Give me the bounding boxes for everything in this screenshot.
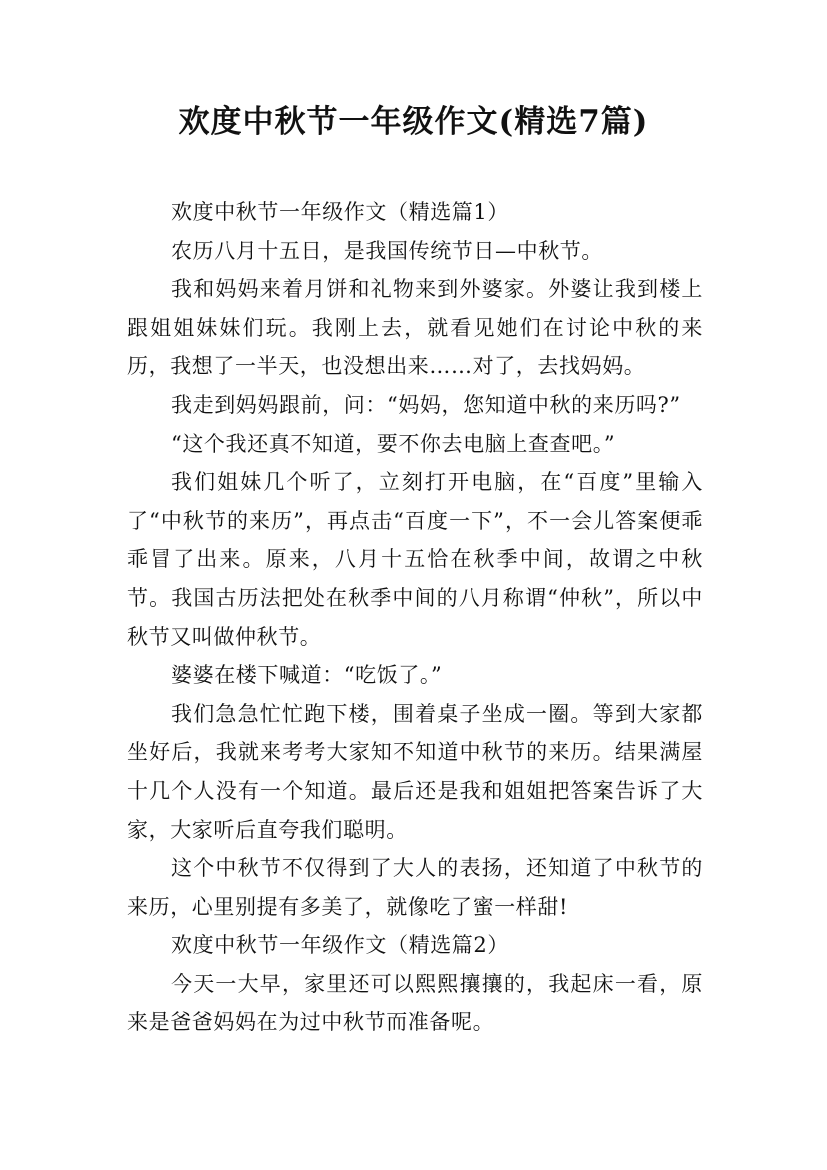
- paragraph: “这个我还真不知道，要不你去电脑上查查吧。”: [171, 431, 616, 456]
- section-heading-2: 欢度中秋节一年级作文（精选篇2）: [171, 933, 509, 958]
- paragraph: 婆婆在楼下喊道：“吃饭了。”: [171, 663, 443, 688]
- paragraph: 这个中秋节不仅得到了大人的表扬，还知道了中秋节的来历，心里别提有多美了，就像吃了蜜一样甜!: [127, 856, 703, 919]
- document-body: [127, 193, 703, 1042]
- paragraph: 我们急急忙忙跑下楼，围着桌子坐成一圈。等到大家都坐好后，我就来考考大家知不知道中秋节的来历。结果满屋十几个人没有一个知道。最后还是我和姐姐把答案告诉了大家，大家听后直夸我们聪明。: [127, 701, 703, 842]
- paragraph: 我和妈妈来着月饼和礼物来到外婆家。外婆让我到楼上跟姐姐妹妹们玩。我刚上去，就看见她们在讨论中秋的来历，我想了一半天，也没想出来……对了，去找妈妈。: [127, 277, 703, 379]
- paragraph: 我们姐妹几个听了，立刻打开电脑，在“百度”里输入了“中秋节的来历”，再点击“百度一下”，不一会儿答案便乖乖冒了出来。原来，八月十五恰在秋季中间，故谓之中秋节。我国古历法把处在秋季中间的八月称谓“仲秋”，所以中秋节又叫做仲秋节。: [127, 470, 703, 649]
- paragraph: 农历八月十五日，是我国传统节日—中秋节。: [171, 238, 603, 263]
- paragraph: 今天一大早，家里还可以熙熙攘攘的，我起床一看，原来是爸爸妈妈在为过中秋节而准备呢。: [127, 971, 703, 1035]
- paragraph: 我走到妈妈跟前，问：“妈妈，您知道中秋的来历吗?”: [171, 392, 681, 417]
- document-title: 欢度中秋节一年级作文(精选7篇): [178, 104, 649, 140]
- section-heading-1: 欢度中秋节一年级作文（精选篇1）: [171, 200, 509, 224]
